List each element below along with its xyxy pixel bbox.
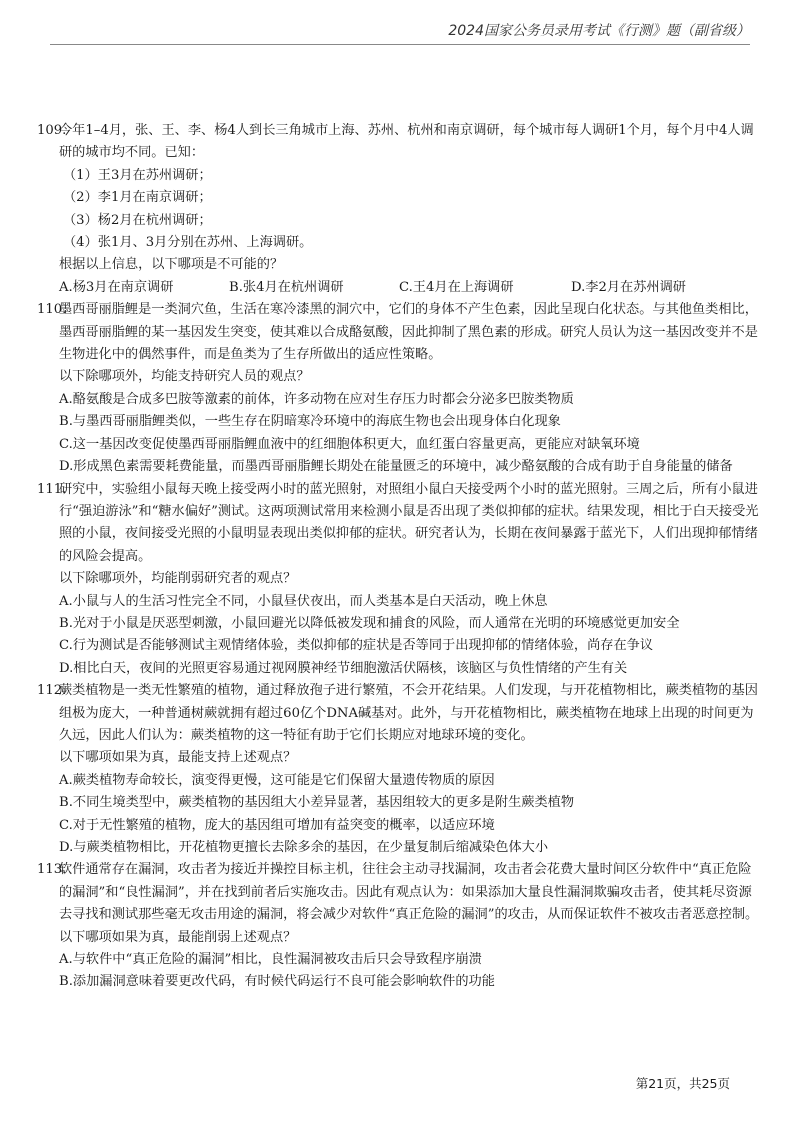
question-prompt: 以下除哪项外，均能削弱研究者的观点？: [59, 571, 297, 587]
option-c: C.这一基因改变促使墨西哥丽脂鲤血液中的红细胞体积更大，血红蛋白容量更高，更能应对缺氧环境: [59, 436, 640, 452]
question-number: 113.: [37, 862, 67, 878]
question-113: [37, 859, 760, 993]
option-b: B.张4月在杭州调研: [229, 279, 344, 295]
question-number: 111.: [37, 481, 67, 497]
option-a: A.小鼠与人的生活习性完全不同，小鼠昼伏夜出，而人类基本是白天活动，晚上休息: [59, 593, 548, 609]
question-number: 109.: [37, 123, 67, 138]
option-d: D.相比白天，夜间的光照更容易通过视网膜神经节细胞激活伏隔核，该脑区与负性情绪的产生有关: [59, 660, 628, 676]
options-row: [37, 277, 760, 299]
option-d: D.李2月在苏州调研: [571, 279, 686, 295]
question-stem: 软件通常存在漏洞，攻击者为接近并操控目标主机，往往会主动寻找漏洞，攻击者会花费大量时间区分软件中“真正危险的漏洞”和“良性漏洞”，并在找到前者后实施攻击。因此有观点认为：如果添加大量良性漏洞欺骗攻击者，使其耗尽资源去寻找和测试那些毫无攻击用途的漏洞，将会减少对软件“真正危险的漏洞”的攻击，从而保证软件不被攻击者恶意控制。: [59, 862, 759, 923]
page-number: 第21页，共25页: [635, 1076, 730, 1091]
question-prompt: 根据以上信息，以下哪项是不可能的？: [59, 257, 284, 273]
question-stem: 研究中，实验组小鼠每天晚上接受两小时的蓝光照射，对照组小鼠白天接受两个小时的蓝光照射。三周之后，所有小鼠进行“强迫游泳”和“糖水偏好”测试。这两项测试常用来检测小鼠是否出现了类似抑郁的症状。结果发现，相比于白天接受光照的小鼠，夜间接受光照的小鼠明显表现出类似抑郁的症状。研究者认为，长期在夜间暴露于蓝光下，人们出现抑郁情绪的风险会提高。: [59, 481, 759, 564]
question-110: [37, 299, 760, 478]
condition-1: （1）王3月在苏州调研；: [63, 167, 212, 183]
question-stem: 今年1–4月，张、王、李、杨4人到长三角城市上海、苏州、杭州和南京调研，每个城市每人调研1个月，每个月中4人调研的城市均不同。已知：: [59, 123, 754, 161]
question-number: 112.: [37, 683, 67, 699]
condition-3: （3）杨2月在杭州调研；: [63, 212, 212, 228]
question-111: [37, 479, 760, 681]
option-a: A.杨3月在南京调研: [59, 279, 174, 295]
question-stem: 墨西哥丽脂鲤是一类洞穴鱼，生活在寒冷漆黑的洞穴中，它们的身体不产生色素，因此呈现白化状态。与其他鱼类相比，墨西哥丽脂鲤的某一基因发生突变，使其难以合成酪氨酸，因此抑制了黑色素的形成。研究人员认为这一基因改变并不是生物进化中的偶然事件，而是鱼类为了生存所做出的适应性策略。: [59, 302, 758, 363]
header-divider: [50, 44, 750, 45]
option-a: A.与软件中“真正危险的漏洞”相比，良性漏洞被攻击后只会导致程序崩溃: [59, 952, 482, 968]
option-d: D.与蕨类植物相比，开花植物更擅长去除多余的基因，在少量复制后缩减染色体大小: [59, 840, 549, 855]
page-header: 2024国家公务员录用考试《行测》题（副省级）: [448, 23, 750, 39]
question-list: [37, 120, 760, 994]
option-b: B.光对于小鼠是厌恶型刺激，小鼠回避光以降低被发现和捕食的风险，而人通常在光明的环境感觉更加安全: [59, 615, 680, 631]
option-b: B.添加漏洞意味着要更改代码，有时候代码运行不良可能会影响软件的功能: [59, 974, 495, 990]
question-prompt: 以下哪项如果为真，最能削弱上述观点？: [59, 929, 297, 945]
question-number: 110.: [37, 302, 67, 318]
option-d: D.形成黑色素需要耗费能量，而墨西哥丽脂鲤长期处在能量匮乏的环境中，减少酪氨酸的合成有助于自身能量的储备: [59, 459, 733, 475]
option-a: A.蕨类植物寿命较长，演变得更慢，这可能是它们保留大量遗传物质的原因: [59, 772, 495, 788]
question-prompt: 以下哪项如果为真，最能支持上述观点？: [59, 750, 297, 766]
option-a: A.酪氨酸是合成多巴胺等激素的前体，许多动物在应对生存压力时都会分泌多巴胺类物质: [59, 391, 574, 407]
question-prompt: 以下除哪项外，均能支持研究人员的观点？: [59, 369, 310, 385]
question-109: [37, 120, 760, 299]
condition-4: （4）张1月、3月分别在苏州、上海调研。: [63, 235, 313, 251]
option-c: C.对于无性繁殖的植物，庞大的基因组可增加有益突变的概率，以适应环境: [59, 817, 495, 833]
question-stem: 蕨类植物是一类无性繁殖的植物，通过释放孢子进行繁殖，不会开花结果。人们发现，与开花植物相比，蕨类植物的基因组极为庞大，一种普通树蕨就拥有超过60亿个DNA碱基对。此外，与开花植物相比，蕨类植物在地球上出现的时间更为久远，因此人们认为：蕨类植物的这一特征有助于它们长期应对地球环境的变化。: [59, 683, 758, 743]
condition-2: （2）李1月在南京调研；: [63, 190, 212, 206]
option-c: C.行为测试是否能够测试主观情绪体验，类似抑郁的症状是否等同于出现抑郁的情绪体验，尚存在争议: [59, 638, 654, 654]
question-112: [37, 680, 760, 859]
option-c: C.王4月在上海调研: [399, 279, 514, 295]
option-b: B.不同生境类型中，蕨类植物的基因组大小差异显著，基因组较大的更多是附生蕨类植物: [59, 795, 575, 811]
option-b: B.与墨西哥丽脂鲤类似，一些生存在阴暗寒冷环境中的海底生物也会出现身体白化现象: [59, 414, 561, 430]
